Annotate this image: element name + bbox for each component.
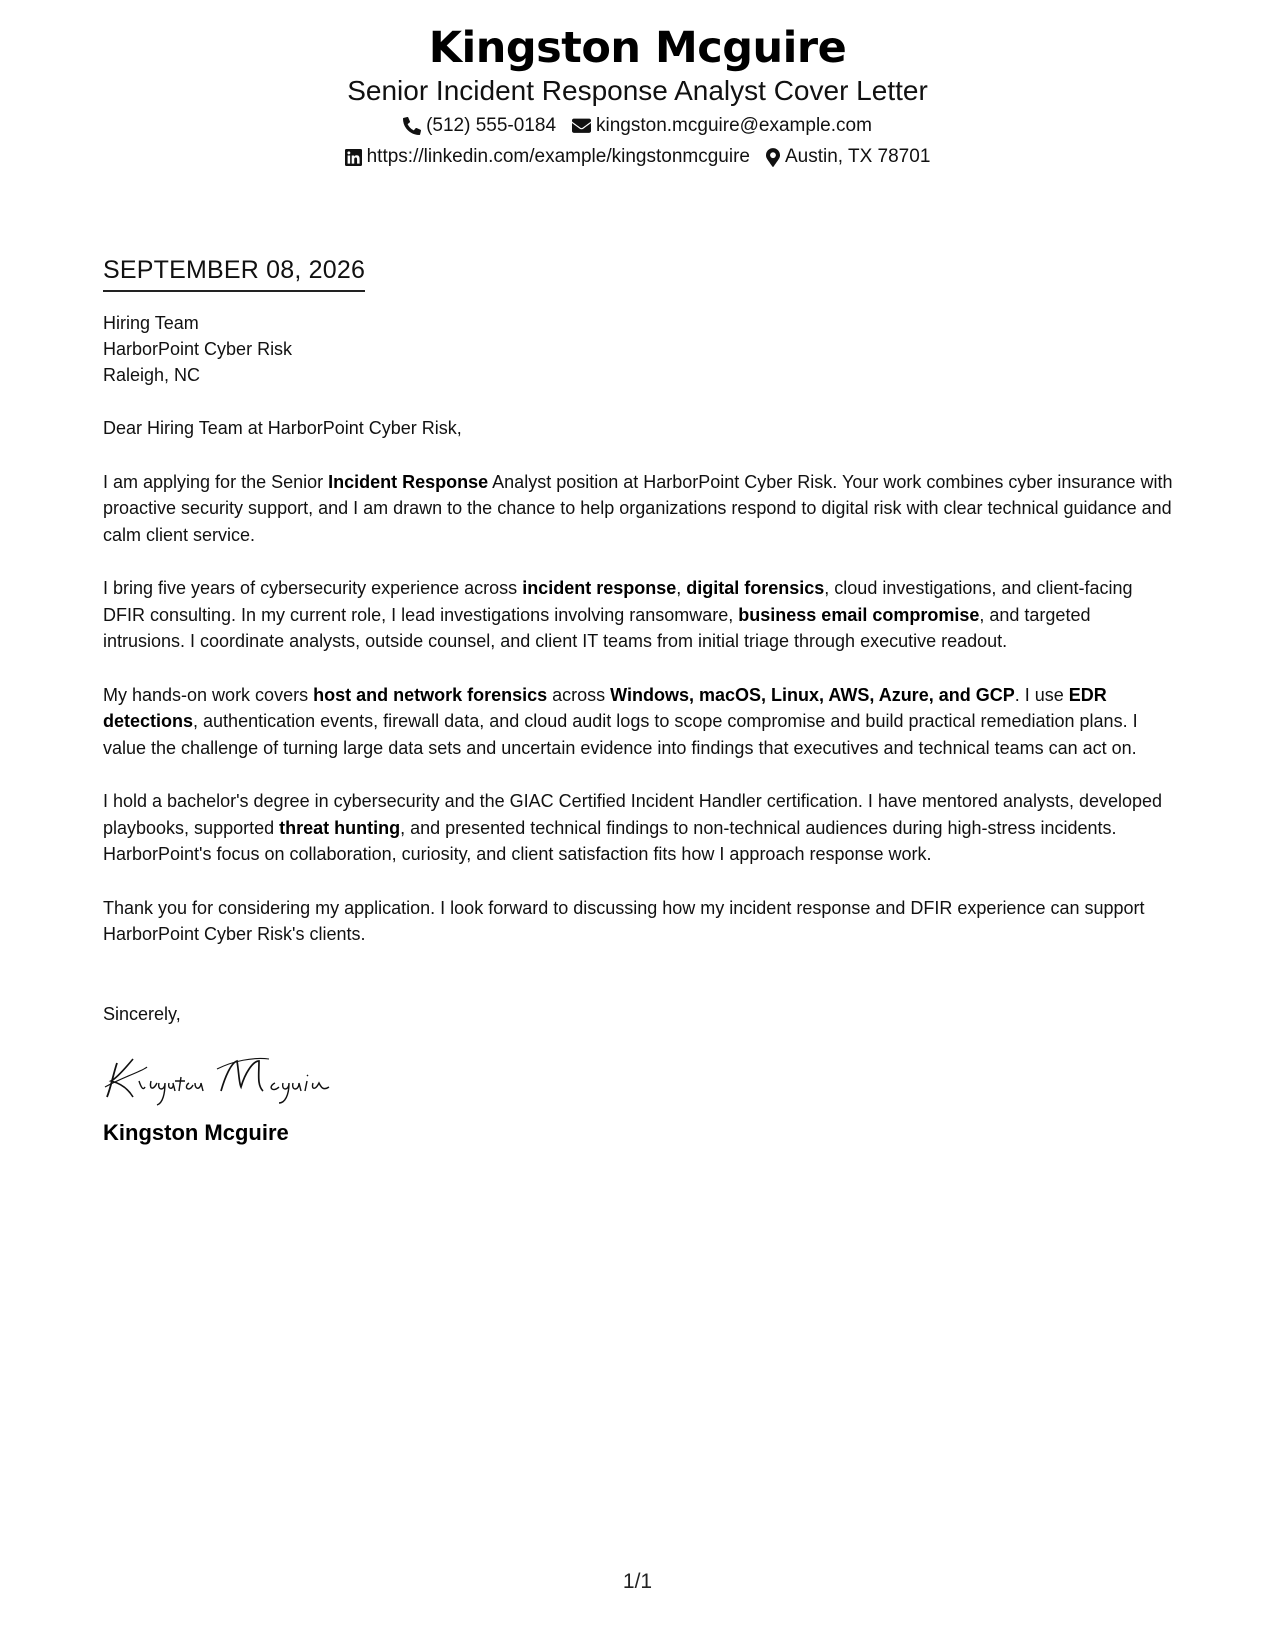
paragraph-4 <box>103 788 1173 868</box>
contact-phone <box>403 110 556 142</box>
bold-run: Incident Response <box>328 471 489 492</box>
page-indicator: 1/1 <box>622 1570 653 1593</box>
text-run: across <box>547 684 611 705</box>
letter-header <box>0 22 1275 173</box>
document-title: Senior Incident Response Analyst Cover Letter <box>347 75 928 106</box>
phone-icon <box>403 117 421 135</box>
text-run: My hands-on work covers <box>103 684 314 705</box>
signature-graphic <box>103 1047 363 1107</box>
bold-run: host and network forensics <box>313 684 548 705</box>
text-run: Analyst position at HarborPoint Cyber Risk. Your work combines cyber insurance with proactive security support, and I am drawn to the chance to help organizations respond to digital risk with clear technical guidance and calm client service. <box>103 471 1173 545</box>
salutation: Dear Hiring Team at HarborPoint Cyber Risk, <box>103 418 462 438</box>
location: Austin, TX 78701 <box>784 146 931 167</box>
bold-run: business email compromise <box>738 604 980 625</box>
text-run: , <box>676 578 687 598</box>
contact-email <box>572 110 872 142</box>
handwritten-signature <box>103 1047 1173 1107</box>
bold-run: threat hunting <box>279 817 401 838</box>
recipient-line: Raleigh, NC <box>103 365 201 385</box>
letter-body <box>103 254 1173 1147</box>
paragraph-3 <box>103 682 1173 762</box>
paragraph-5: Thank you for considering my application. I look forward to discussing how my incident response and DFIR experience can support HarborPoint Cyber Risk's clients. <box>103 897 1145 944</box>
paragraph-1 <box>103 469 1173 549</box>
text-run: , cloud investigations, and client-facing DFIR consulting. In my current role, I lead investigations involving ransomware, <box>103 578 1133 625</box>
bold-run: digital forensics <box>686 578 825 598</box>
map-marker-icon <box>766 148 780 167</box>
closing: Sincerely, <box>103 1003 181 1024</box>
applicant-name: Kingston Mcguire <box>428 23 847 73</box>
envelope-icon <box>572 118 591 134</box>
bold-run: EDR detections <box>103 684 1107 731</box>
recipient-line: Hiring Team <box>103 313 199 333</box>
signer-name: Kingston Mcguire <box>103 1120 289 1145</box>
text-run: . I use <box>1014 684 1069 705</box>
contact-location <box>766 141 930 173</box>
text-run: , and presented technical findings to non-technical audiences during high-stress incidents. HarborPoint's focus on collaboration, curiosity, and client satisfaction fits how I approach response work. <box>103 817 1117 864</box>
contact-row-1 <box>0 110 1275 142</box>
paragraph-2 <box>103 575 1173 655</box>
letter-date: SEPTEMBER 08, 2026 <box>103 254 365 292</box>
bold-run: incident response <box>522 578 677 598</box>
phone-number: (512) 555-0184 <box>426 115 557 136</box>
linkedin-url[interactable]: https://linkedin.com/example/kingstonmcguire <box>366 146 750 167</box>
text-run: , and targeted intrusions. I coordinate analysts, outside counsel, and client IT teams from initial triage through executive readout. <box>103 604 1091 651</box>
contact-linkedin <box>345 141 750 173</box>
recipient-block <box>103 310 1173 388</box>
text-run: I hold a bachelor's degree in cybersecurity and the GIAC Certified Incident Handler certification. I have mentored analysts, developed playbooks, supported <box>103 791 1163 838</box>
text-run: I am applying for the Senior <box>103 471 329 492</box>
bold-run: Windows, macOS, Linux, AWS, Azure, and GCP <box>610 684 1015 705</box>
contact-row-2 <box>0 141 1275 173</box>
email-address[interactable]: kingston.mcguire@example.com <box>596 115 872 136</box>
text-run: I bring five years of cybersecurity experience across <box>103 578 523 598</box>
recipient-line: HarborPoint Cyber Risk <box>103 339 293 359</box>
text-run: , authentication events, firewall data, and cloud audit logs to scope compromise and build practical remediation plans. I value the challenge of turning large data sets and uncertain evidence into findings that executives and technical teams can act on. <box>103 711 1138 758</box>
linkedin-icon <box>345 149 362 166</box>
